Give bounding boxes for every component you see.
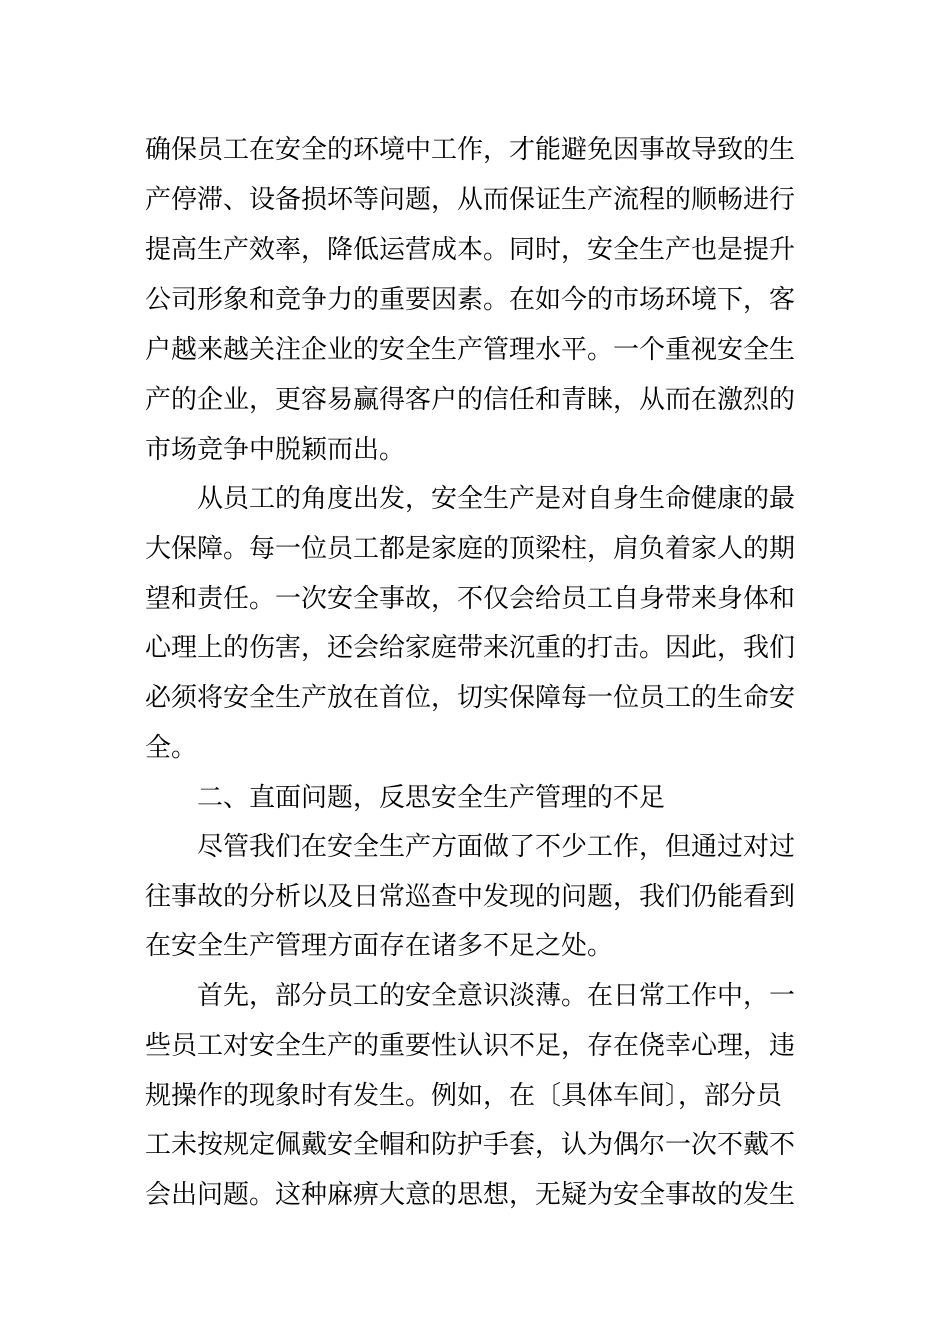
text-line: 往事故的分析以及日常巡查中发现的问题，我们仍能看到 <box>145 882 796 912</box>
text-line: 心理上的伤害，还会给家庭带来沉重的打击。因此，我们 <box>145 633 796 663</box>
text-line: 确保员工在安全的环境中工作，才能避免因事故导致的生 <box>145 135 796 165</box>
text-line: 公司形象和竞争力的重要因素。在如今的市场环境下，客 <box>145 285 796 315</box>
text-line: 产停滞、设备损坏等问题，从而保证生产流程的顺畅进行 <box>145 185 796 215</box>
text-line: 工未按规定佩戴安全帽和防护手套，认为偶尔一次不戴不 <box>145 1130 796 1160</box>
text-line: 提高生产效率，降低运营成本。同时，安全生产也是提升 <box>145 235 796 265</box>
text-line: 规操作的现象时有发生。例如，在〔具体车间〕，部分员 <box>145 1081 783 1111</box>
paragraph-start-line: 尽管我们在安全生产方面做了不少工作，但通过对过 <box>197 832 796 862</box>
text-line: 望和责任。一次安全事故，不仅会给员工自身带来身体和 <box>145 584 796 614</box>
text-line: 在安全生产管理方面存在诸多不足之处。 <box>145 931 614 961</box>
text-line: 些员工对安全生产的重要性认识不足，存在侥幸心理，违 <box>145 1031 796 1061</box>
text-line: 必须将安全生产放在首位，切实保障每一位员工的生命安 <box>145 683 796 713</box>
paragraph-start-line: 从员工的角度出发，安全生产是对自身生命健康的最 <box>197 484 796 514</box>
paragraph-start-line: 首先，部分员工的安全意识淡薄。在日常工作中，一 <box>197 981 796 1011</box>
text-line: 全。 <box>145 733 198 763</box>
text-line: 户越来越关注企业的安全生产管理水平。一个重视安全生 <box>145 335 796 365</box>
text-line: 大保障。每一位员工都是家庭的顶梁柱，肩负着家人的期 <box>145 534 796 564</box>
text-line: 市场竞争中脱颖而出。 <box>145 435 406 465</box>
text-line: 产的企业，更容易赢得客户的信任和青睐，从而在激烈的 <box>145 385 796 415</box>
text-line: 会出问题。这种麻痹大意的思想，无疑为安全事故的发生 <box>145 1180 796 1210</box>
section-heading: 二、直面问题，反思安全生产管理的不足 <box>197 783 666 813</box>
